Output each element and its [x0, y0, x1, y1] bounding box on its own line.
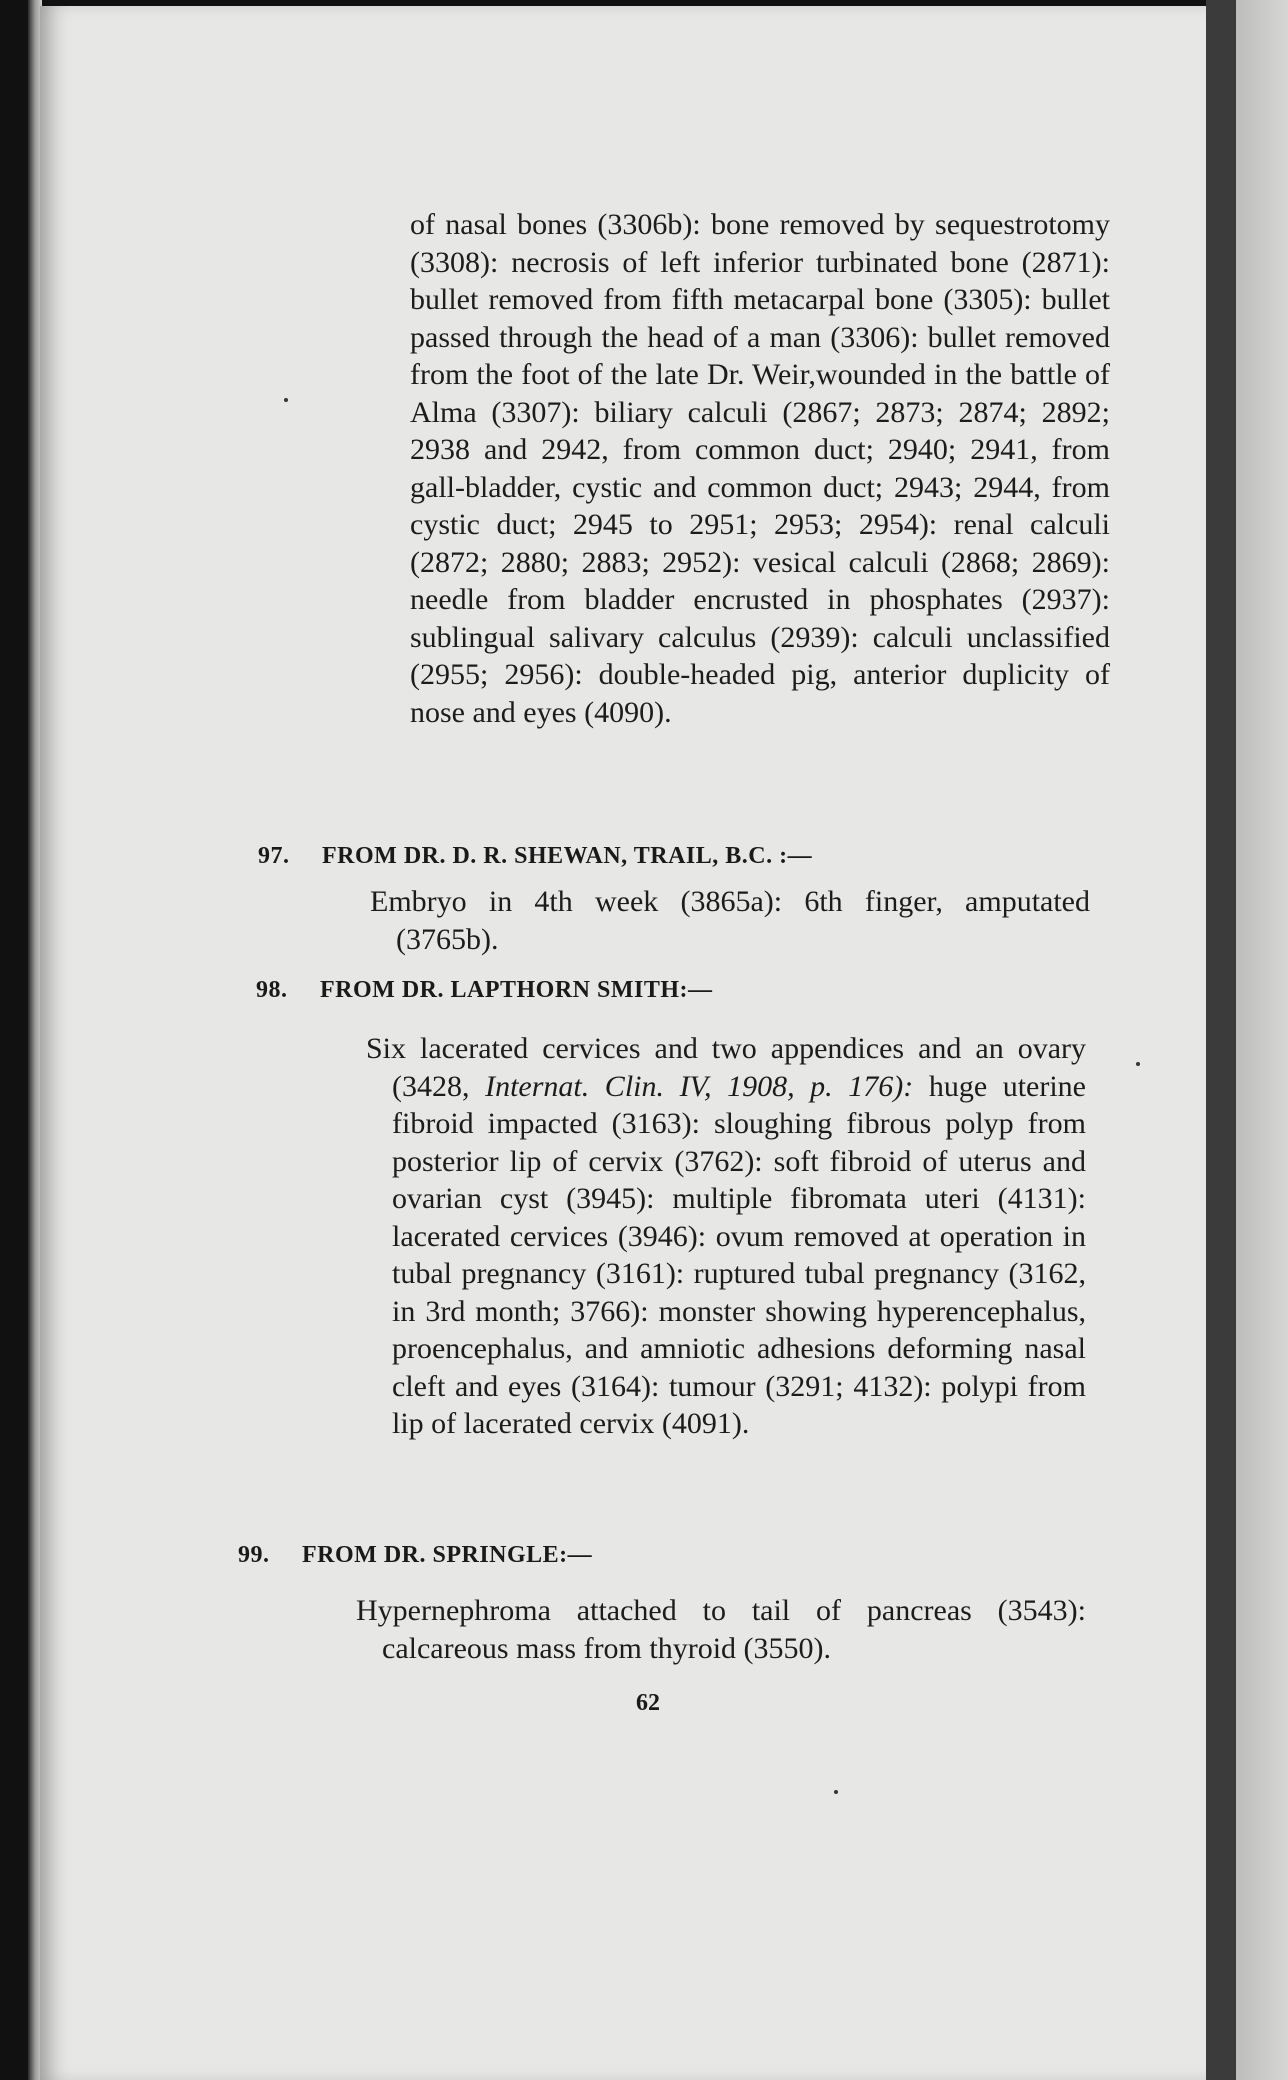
continuation-text: of nasal bones (3306b): bone removed by sequestrotomy (3308): necrosis of left inferior turbinated bone (2871): bullet removed from fifth metacarpal bone (3305): bullet passed through the head of a man (3306): bullet removed from the foot of the late Dr. Weir,wounded in the battle of Alma (3307): biliary calculi (2867; 2873; 2874; 2892; 2938 and 2942, from common duct; 2940; 2941, from gall-bladder, cystic and common duct; 2943; 2944, from cystic duct; 2945 to 2951; 2953; 2954): renal calculi (2872; 2880; 2883; 2952): vesical calculi (2868; 2869): needle from bladder encrusted in phosphates (2937): sublingual salivary calculus (2939): calculi unclassified (2955; 2956): double-headed pig, anterior duplicity of nose and eyes (4090).	[410, 208, 1110, 729]
entry-body-99	[356, 1592, 1086, 1667]
ink-speck	[834, 1790, 838, 1794]
entry-body-97	[370, 883, 1090, 958]
entry-number: 99.	[238, 1542, 270, 1568]
continuation-paragraph	[410, 206, 1110, 731]
book-spine-shadow	[1206, 0, 1236, 2080]
entry-heading-text: FROM DR. SPRINGLE:—	[302, 1542, 593, 1568]
entry-heading-97	[258, 843, 812, 870]
entry-body-text: Six lacerated cervices and two appendices and an ovary (3428,	[366, 1032, 1086, 1103]
entry-heading-99	[238, 1542, 592, 1569]
entry-heading-text: FROM DR. D. R. SHEWAN, TRAIL, B.C. :—	[322, 843, 813, 869]
adjacent-page-edge	[1236, 0, 1288, 2080]
entry-heading-text: FROM DR. LAPTHORN SMITH:—	[320, 977, 713, 1003]
entry-number: 97.	[258, 843, 290, 869]
page-number: 62	[636, 1690, 660, 1716]
entry-number: 98.	[256, 977, 288, 1003]
journal-citation: Internat. Clin. IV, 1908, p. 176):	[485, 1069, 914, 1103]
entry-body-98	[366, 1030, 1086, 1443]
entry-body-text: Embryo in 4th week (3865a): 6th finger, amputated (3765b).	[370, 885, 1090, 956]
entry-body-text: Hypernephroma attached to tail of pancreas (3543): calcareous mass from thyroid (3550).	[356, 1594, 1086, 1665]
ink-speck	[1136, 1062, 1140, 1066]
ink-speck	[284, 398, 288, 402]
entry-body-text-continued: huge uterine fibroid impacted (3163): sloughing fibrous polyp from posterior lip of cervix (3762): soft fibroid of uterus and ovarian cyst (3945): multiple fibromata uteri (4131): lacerated cervices (3946): ovum removed at operation in tubal pregnancy (3161): ruptured tubal pregnancy (3162, in 3rd month; 3766): monster showing hyperencephalus, proencephalus, and amniotic adhesions deforming nasal cleft and eyes (3164): tumour (3291; 4132): polypi from lip of lacerated cervix (4091).	[392, 1069, 1086, 1440]
entry-heading-98	[256, 977, 713, 1004]
